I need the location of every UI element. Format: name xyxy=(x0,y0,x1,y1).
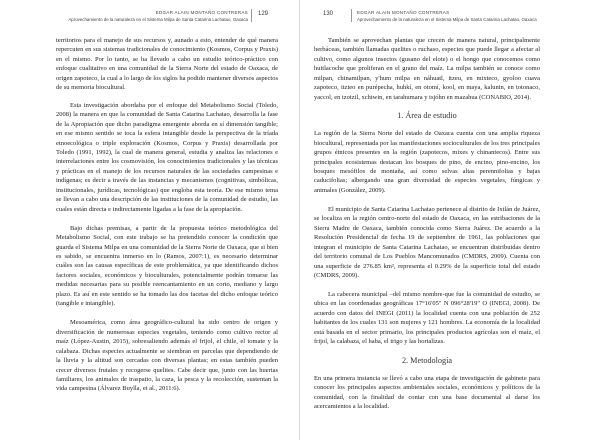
paragraph: En una primera instancia se llevó a cabo una etapa de investigación de gabinete para conocer los principales aspectos ambientales sociales, económicos y políticos de la comunidad, con la finalidad de contar con una base documental al darse los acercamientos a la localidad. xyxy=(314,374,540,411)
paragraph: Bajo dichas premisas, a partir de la propuesta teórico metodológica del Metabolismo Social, con este trabajo se ha pretendido conocer la condición que guarda el Sistema Milpa en una comunidad de la Sierra Norte de Oaxaca, que si bien es sabido, se encuentra inmerso en lo (Ramos, 2007:1), es necesario determinar cuáles son las causas específicas de este problemática, ya que identificando dichos factores sociales, económicos y bioculturales, potencialmente podrán tomarse las medidas necesarias para su posible reencantamiento en un corto, mediano y largo plazo. Es así en este sentido se ha tomado las dos facetas del dicho enfoque teórico (tangible e intangible). xyxy=(56,224,278,308)
body-text xyxy=(56,36,278,394)
body-text xyxy=(314,36,540,412)
header-authors: EDGAR ALAIN MONTAÑO CONTRERAS xyxy=(155,10,248,15)
running-header xyxy=(357,10,537,23)
right-page xyxy=(300,0,600,440)
page-number: 130 xyxy=(323,11,334,17)
page-number-rule xyxy=(351,9,352,22)
section-heading: 2. Metodología xyxy=(401,355,453,365)
paragraph: El municipio de Santa Catarina Lachatao pertenece al distrito de Ixtlán de Juárez, se localiza en la región centro-norte del estado de Oaxaca, en las estribaciones de la Sierra Madre de Oaxaca, también conocida como Sierra Juárez. De acuerdo a la Resolución Presidencial de fecha 19 de septiembre de 1961, las poblaciones que integran el municipio de Santa Catarina Lachatao, se encuentran distribuidas dentro del territorio comunal de Los Pueblos Mancomunados (CMDRS, 2009). Cuenta con una superficie de 276.85 km², representa el 0.29% de la superficie total del estado (CMDRS, 2009). xyxy=(314,205,540,280)
paragraph: También se aprovechan plantas que crecen de manera natural, principalmente herbáceas, también llamadas quelites o ruchaso, especies que puede llegar a afectar al cultivo, como algunos insectos (gusano del elote) o el hongo que conocemos como huitlacoche que proliferan en el grano del maíz. La milpa también se conoce como milpan, chinamilpan, y'hum milpa en náhuatl, itzeu, en mixteco, gyoloo cuava zapoteco, itzteo en purépecha, huhkí, en otomí, kool, en maya, kalunin, en totonaco, yaccol, en tzotzil, xchiwin, en tarahumara y tsjóhn en mazahua (CONABIO, 2014). xyxy=(314,37,540,101)
header-authors: EDGAR ALAIN MONTAÑO CONTRERAS xyxy=(357,10,450,15)
header-title: Aprovechamiento de la naturaleza en el Sistema Milpa de Santa Catarina Lachatao, Oaxaca xyxy=(357,16,537,22)
running-header xyxy=(68,10,248,23)
paragraph: La región de la Sierra Norte del estado de Oaxaca cuenta con una amplia riqueza biocultural, representada por las manifestaciones socioculturales de los tres principales grupos étnicos presentes en la región (zapotecos, mixes y chinantecos). Entre sus principales ecosistemas destacan los bosques de pino, de encino, pino-encino, los bosques mesófilos de montaña, así como selvas altas perennifolias y bajas caducifolias; albergando una gran diversidad de especies vegetales, fúngicas y animales (González, 2009). xyxy=(314,130,540,194)
paragraph: La cabecera municipal –del mismo nombre-que fue la comunidad de estudio, se ubica en las coordenadas geográficas 17°16'05" N 096°28'19" O (INEGI, 2008). De acuerdo con datos del INEGI (2011) la localidad cuenta con una población de 252 habitantes de los cuales 131 son mujeres y 121 hombres. La economía de la localidad está basada en el sector primario, los principales productos agrícolas son el maíz, el frijol, la calabaza, el haba, el trigo y las hortalizas. xyxy=(314,290,540,346)
page-number-rule xyxy=(251,9,252,22)
header-title: Aprovechamiento de la naturaleza en el Sistema Milpa de Santa Catarina Lachatao, Oaxaca xyxy=(68,16,248,22)
paragraph: territorios para el manejo de sus recursos y, aunado a esto, entender de qué manera repercuten en sus sistemas tradicionales de conocimiento (Kosmos, Corpus y Praxis) en el mismo. Por lo tanto, se ha llevado a cabo un estudio teórico-práctico con enfoque cualitativo en una comunidad de la Sierra Norte del estado de Oaxaca, de origen zapoteco, la cual a lo largo de los siglos ha podido mantener diversos aspectos de su memoria biocultural. xyxy=(56,37,278,92)
paragraph: Mesoamérica, como área geográfico-cultural ha sido centro de origen y diversificación de numerosas especies vegetales, teniendo como cultivo rector al maíz (López-Austin, 2015), sobresaliendo además el frijol, el chile, el tomate y la calabaza. Dichas especies actualmente se siembran en parcelas que dependiendo de la lluvia y la altitud son cercadas con diversas plantas; en estas también pueden crecer diversos frutales y recogerse quelites. Cabe decir que, junto con las huertas familiares, los animales de traspatio, la caza, la pesca y la recolección, sustentan la vida campesina (Álvarez Buylla, et al., 2011:6). xyxy=(56,319,278,393)
section-heading: 1. Área de estudio xyxy=(397,111,457,121)
paragraph: Esta investigación abordaba por el enfoque del Metabolismo Social (Toledo, 2008) la manera en que la comunidad de Santa Catarina Lachatao, desarrolla la fase de la Apropiación que dicho paradigma emergente aborda en sí dimensión tangible; en ese mismo sentido se toca la esfera intangible desde la perspectiva de la tríada etnoecológica o triple exploración (Kosmos, Corpus y Praxis) desarrollada por Toledo (1991, 1992), la cual de manera general, estudia y analiza las relaciones e interrelaciones entre los cosmovisión, los conocimientos tradicionales y las técnicas y prácticas en el manejo de los recursos naturales de las sociedades campesinas e indígenas; es decir a través de las instancias y mecanismos (cognitivas, simbólicas, institucionales, jurídicas, tecnológicas) que engloba esta teoría. De ese mismo tema se llevan a cabo una descripción de las instituciones de la comunidad de estudio, las cuales están directa e indirectamente ligadas a la fase de la apropiación. xyxy=(56,101,278,213)
page-number: 129 xyxy=(258,11,269,17)
